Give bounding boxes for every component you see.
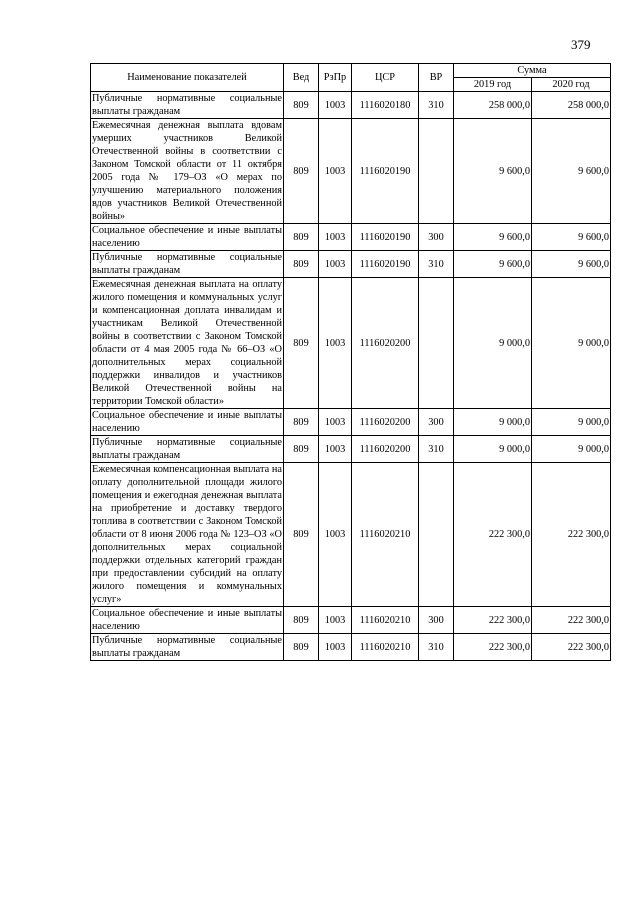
row-vr: 300 <box>419 607 454 634</box>
row-vr: 310 <box>419 92 454 119</box>
header-rzpr: РзПр <box>319 64 352 92</box>
row-ved: 809 <box>284 463 319 607</box>
row-sum-2020: 9 600,0 <box>532 251 611 278</box>
table-body <box>91 92 611 661</box>
row-rzpr: 1003 <box>319 463 352 607</box>
header-name: Наименование показателей <box>91 64 284 92</box>
header-vr: ВР <box>419 64 454 92</box>
row-rzpr: 1003 <box>319 409 352 436</box>
row-csr: 1116020200 <box>352 278 419 409</box>
row-csr: 1116020210 <box>352 463 419 607</box>
row-csr: 1116020180 <box>352 92 419 119</box>
row-ved: 809 <box>284 409 319 436</box>
row-ved: 809 <box>284 92 319 119</box>
row-name: Публичные нормативные социальные выплаты гражданам <box>92 635 282 659</box>
header-row <box>91 64 611 78</box>
row-rzpr: 1003 <box>319 119 352 224</box>
row-rzpr: 1003 <box>319 251 352 278</box>
row-name: Публичные нормативные социальные выплаты гражданам <box>92 437 282 461</box>
row-vr <box>419 119 454 224</box>
row-vr: 310 <box>419 634 454 661</box>
table-row <box>91 278 611 409</box>
table-row <box>91 409 611 436</box>
header-year-2019: 2019 год <box>454 78 532 92</box>
row-ved: 809 <box>284 634 319 661</box>
row-name: Публичные нормативные социальные выплаты гражданам <box>92 252 282 276</box>
row-csr: 1116020200 <box>352 409 419 436</box>
row-sum-2019: 9 000,0 <box>454 409 532 436</box>
page-number: 379 <box>571 37 591 52</box>
row-name: Ежемесячная денежная выплата вдовам умерших участников Великой Отечественной войны в соответствии с Законом Томской области от 11 октября 2005 года № 179–ОЗ «О мерах по улучшению материального положения вдов участников Великой Отечественной войны» <box>92 120 282 222</box>
row-vr <box>419 463 454 607</box>
row-sum-2020: 9 600,0 <box>532 119 611 224</box>
table-row <box>91 463 611 607</box>
row-ved: 809 <box>284 119 319 224</box>
row-csr: 1116020190 <box>352 119 419 224</box>
row-sum-2020: 9 000,0 <box>532 409 611 436</box>
row-sum-2019: 222 300,0 <box>454 634 532 661</box>
row-name: Социальное обеспечение и иные выплаты населению <box>92 225 282 249</box>
row-ved: 809 <box>284 436 319 463</box>
row-ved: 809 <box>284 251 319 278</box>
row-sum-2020: 9 000,0 <box>532 278 611 409</box>
row-ved: 809 <box>284 278 319 409</box>
table-row <box>91 224 611 251</box>
row-sum-2020: 258 000,0 <box>532 92 611 119</box>
header-ved: Вед <box>284 64 319 92</box>
row-sum-2019: 222 300,0 <box>454 463 532 607</box>
row-ved: 809 <box>284 607 319 634</box>
row-rzpr: 1003 <box>319 607 352 634</box>
table-row <box>91 251 611 278</box>
row-sum-2019: 9 000,0 <box>454 278 532 409</box>
row-name: Социальное обеспечение и иные выплаты населению <box>92 608 282 632</box>
row-rzpr: 1003 <box>319 436 352 463</box>
row-sum-2020: 222 300,0 <box>532 607 611 634</box>
row-sum-2019: 9 000,0 <box>454 436 532 463</box>
table-row <box>91 119 611 224</box>
table-row <box>91 436 611 463</box>
row-csr: 1116020190 <box>352 251 419 278</box>
row-rzpr: 1003 <box>319 634 352 661</box>
row-sum-2019: 9 600,0 <box>454 224 532 251</box>
row-vr: 300 <box>419 224 454 251</box>
row-vr: 310 <box>419 436 454 463</box>
row-rzpr: 1003 <box>319 278 352 409</box>
table-row <box>91 607 611 634</box>
table-row <box>91 634 611 661</box>
table-row <box>91 92 611 119</box>
row-rzpr: 1003 <box>319 224 352 251</box>
header-csr: ЦСР <box>352 64 419 92</box>
row-sum-2019: 258 000,0 <box>454 92 532 119</box>
row-sum-2019: 9 600,0 <box>454 251 532 278</box>
row-name: Социальное обеспечение и иные выплаты населению <box>92 410 282 434</box>
row-sum-2020: 222 300,0 <box>532 463 611 607</box>
row-vr: 300 <box>419 409 454 436</box>
row-name: Ежемесячная денежная выплата на оплату жилого помещения и коммунальных услуг и компенсационная доплата инвалидам и участникам Великой Отечественной войны в соответствии с Законом Томской области от 4 мая 2005 года № 66–ОЗ «О дополнительных мерах социальной поддержки инвалидов и участников Великой Отечественной войны на территории Томской области» <box>92 279 282 407</box>
row-csr: 1116020210 <box>352 634 419 661</box>
row-name: Публичные нормативные социальные выплаты гражданам <box>92 93 282 117</box>
row-sum-2019: 9 600,0 <box>454 119 532 224</box>
row-sum-2020: 222 300,0 <box>532 634 611 661</box>
row-sum-2020: 9 600,0 <box>532 224 611 251</box>
row-rzpr: 1003 <box>319 92 352 119</box>
row-sum-2019: 222 300,0 <box>454 607 532 634</box>
row-sum-2020: 9 000,0 <box>532 436 611 463</box>
row-vr <box>419 278 454 409</box>
row-csr: 1116020210 <box>352 607 419 634</box>
row-csr: 1116020200 <box>352 436 419 463</box>
row-csr: 1116020190 <box>352 224 419 251</box>
row-name: Ежемесячная компенсационная выплата на оплату дополнительной площади жилого помещения и ежегодная денежная выплата на приобретение и доставку твердого топлива в соответствии с Законом Томской области от 8 июня 2006 года № 123–ОЗ «О дополнительных мерах социальной поддержки отдельных категорий граждан при предоставлении субсидий на оплату жилого помещения и коммунальных услуг» <box>92 464 282 605</box>
row-ved: 809 <box>284 224 319 251</box>
budget-table <box>90 63 611 661</box>
header-sum: Сумма <box>454 64 611 78</box>
row-vr: 310 <box>419 251 454 278</box>
header-year-2020: 2020 год <box>532 78 611 92</box>
